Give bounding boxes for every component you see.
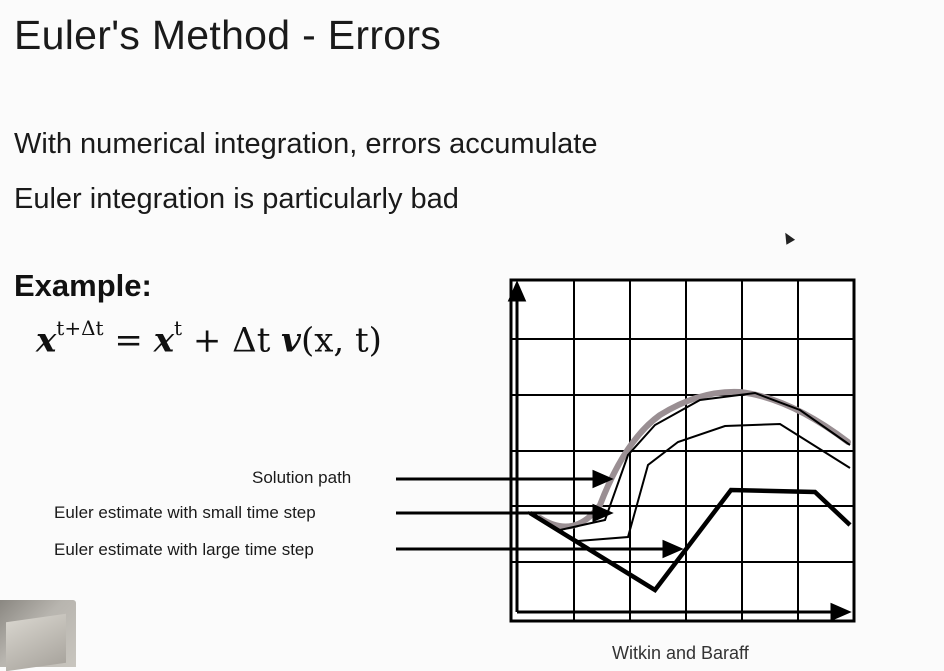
- webcam-overlay-photo: [0, 600, 76, 667]
- equation-equals: =: [114, 320, 143, 361]
- label-small-time-step: Euler estimate with small time step: [54, 503, 316, 522]
- slide-title: Euler's Method - Errors: [14, 12, 442, 58]
- equation-delta-t: Δt: [232, 320, 271, 361]
- equation-x: x: [153, 320, 174, 361]
- equation-plus: +: [192, 320, 222, 361]
- equation-args: (x, t): [300, 320, 382, 361]
- equation-x-superscript: t: [173, 316, 183, 340]
- equation-x-lhs: x: [36, 320, 57, 361]
- equation-lhs-superscript: t+Δt: [56, 316, 104, 340]
- figure-citation: Witkin and Baraff: [612, 643, 749, 663]
- bullet-euler-bad: Euler integration is particularly bad: [14, 183, 459, 215]
- label-large-time-step: Euler estimate with large time step: [54, 540, 314, 559]
- bullet-errors-accumulate: With numerical integration, errors accumulate: [14, 128, 598, 160]
- equation-velocity: v: [281, 320, 301, 361]
- label-solution-path: Solution path: [252, 468, 352, 487]
- example-heading: Example:: [14, 268, 152, 303]
